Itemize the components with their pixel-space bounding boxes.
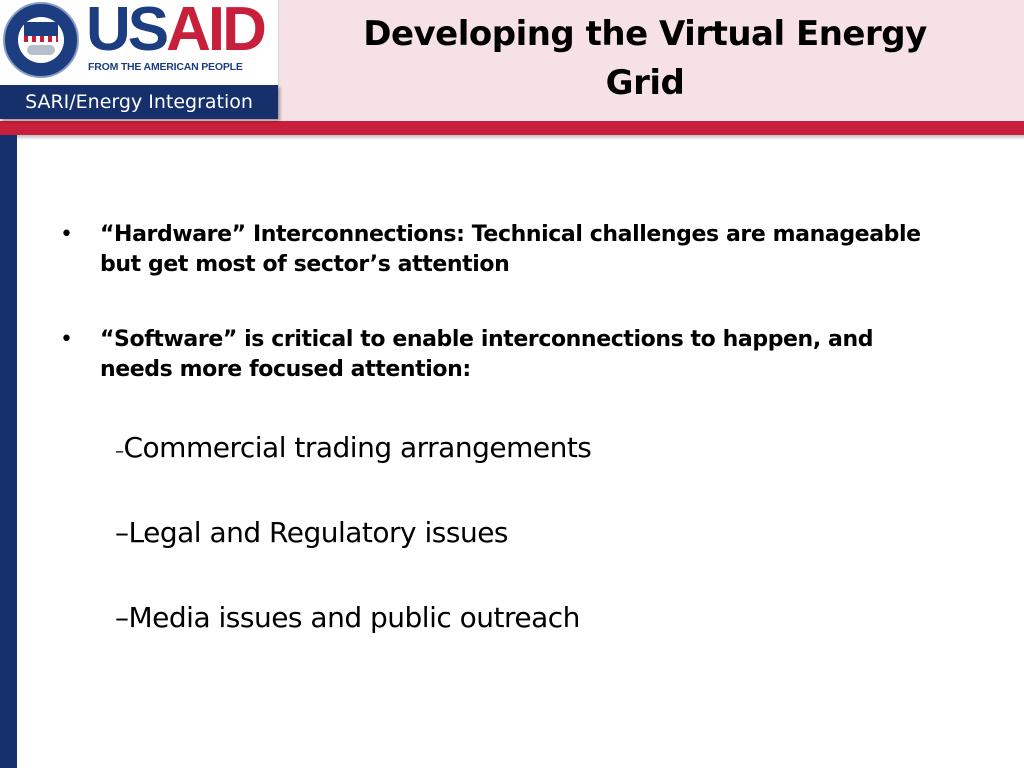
wordmark-aid: AID	[166, 0, 264, 64]
sub-item-dash: –	[115, 601, 129, 634]
sub-item-text: Media issues and public outreach	[128, 601, 580, 634]
sub-item	[115, 516, 915, 550]
bullet-text: “Hardware” Interconnections: Technical challenges are manageable but get most of sector’s attention	[100, 222, 921, 277]
wordmark-us: US	[86, 0, 167, 64]
section-label: SARI/Energy Integration	[0, 85, 278, 119]
sub-item-dash: –	[115, 441, 124, 462]
slide-title-line-1: Developing the Virtual Energy	[363, 14, 927, 54]
bullet-marker: •	[60, 327, 73, 352]
sub-item	[115, 601, 915, 635]
usaid-tagline: FROM THE AMERICAN PEOPLE	[88, 61, 243, 73]
sub-item-text: Legal and Regulatory issues	[128, 516, 509, 549]
sub-item	[115, 431, 915, 469]
slide-title-line-2: Grid	[605, 63, 685, 103]
sub-item-text: Commercial trading arrangements	[123, 431, 592, 464]
bullet-text: “Software” is critical to enable interconnections to happen, and needs more focused attention:	[100, 327, 874, 382]
bullet-marker: •	[60, 222, 73, 247]
sub-item-dash: –	[115, 516, 129, 549]
